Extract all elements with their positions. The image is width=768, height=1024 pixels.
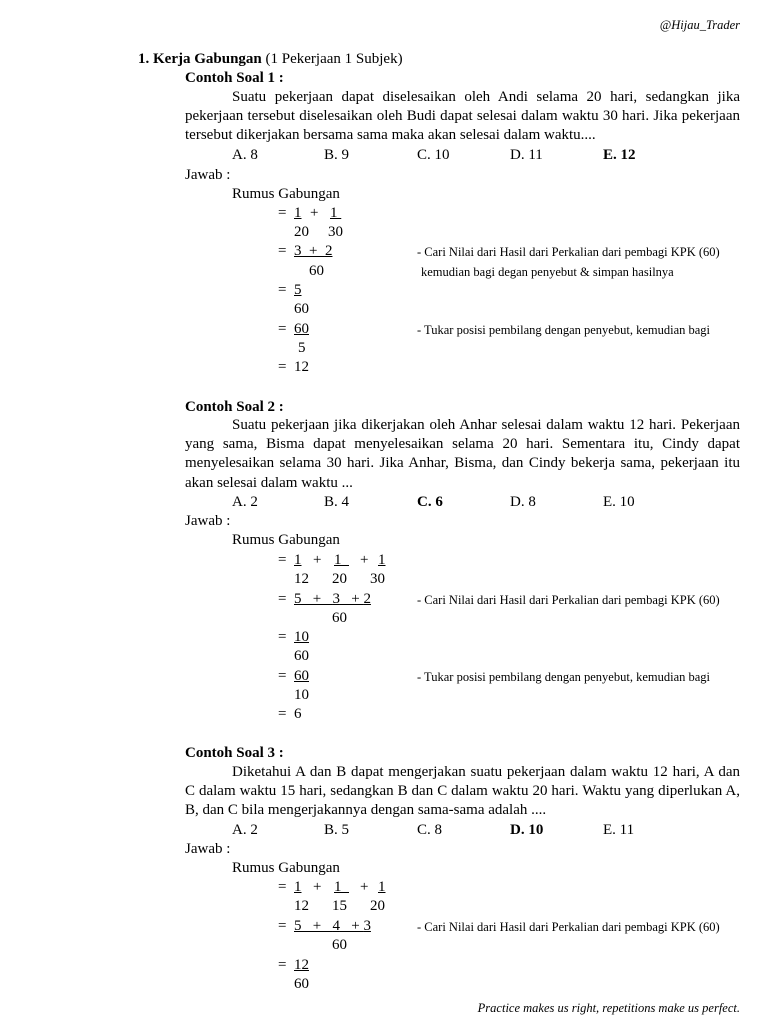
numerator: 1 xyxy=(294,205,302,221)
numerator: 1 xyxy=(294,552,302,568)
denominator: 60 xyxy=(332,937,347,953)
denominator: 10 xyxy=(294,687,309,703)
example-2-option-c-correct: C. 6 xyxy=(417,494,443,510)
example-1-option-d: D. 11 xyxy=(510,147,543,163)
example-1-formula-label: Rumus Gabungan xyxy=(232,186,340,202)
example-1-option-b: B. 9 xyxy=(324,147,350,163)
example-2-title: Contoh Soal 2 : xyxy=(185,399,284,415)
example-3-answer-label: Jawab : xyxy=(185,841,231,857)
numerator: 10 xyxy=(294,629,309,645)
eq-sign: = xyxy=(278,629,287,645)
example-1-answer-label: Jawab : xyxy=(185,167,231,183)
eq-sign: = xyxy=(278,918,287,934)
denominator: 30 xyxy=(370,571,385,587)
result-value: 6 xyxy=(294,706,302,722)
denominator: 20 xyxy=(332,571,347,587)
numerator: 1 xyxy=(378,879,386,895)
eq-sign: = xyxy=(278,282,287,298)
footer-motto: Practice makes us right, repetitions make us perfect. xyxy=(477,1001,740,1015)
denominator: 20 xyxy=(370,898,385,914)
section-heading xyxy=(138,50,403,69)
numerator: 1 xyxy=(334,879,342,895)
eq-sign: = xyxy=(278,552,287,568)
numerator: 5 xyxy=(294,282,302,298)
note-kpk: - Cari Nilai dari Hasil dari Perkalian dari pembagi KPK (60) xyxy=(417,245,720,259)
plus-sign: + xyxy=(310,205,319,221)
combined-numerator: 5 + 4 + 3 xyxy=(294,918,371,934)
example-3-option-b: B. 5 xyxy=(324,822,350,838)
result-value: 12 xyxy=(294,359,309,375)
eq-sign: = xyxy=(278,321,287,337)
numerator: 60 xyxy=(294,321,309,337)
eq-sign: = xyxy=(278,591,287,607)
combined-numerator: 3 + 2 xyxy=(294,243,333,259)
example-1-question: Suatu pekerjaan dapat diselesaikan oleh Andi selama 20 hari, sedangkan jika pekerjaan tersebut diselesaikan oleh Budi dapat selesai dalam waktu 30 hari. Jika pekerjaan tersebut dikerjakan bersama sama maka akan selesai dalam waktu.... xyxy=(185,89,740,144)
example-3-option-a: A. 2 xyxy=(232,822,258,838)
example-3-question: Diketahui A dan B dapat mengerjakan suatu pekerjaan dalam waktu 12 hari, A dan C dalam waktu 15 hari, sedangkan B dan C dalam waktu 20 hari. Waktu yang diperlukan A, B, dan C bila mengerjakannya dengan sama-sama adalah .... xyxy=(185,764,740,819)
note-kpk: - Cari Nilai dari Hasil dari Perkalian dari pembagi KPK (60) xyxy=(417,593,720,607)
denominator: 60 xyxy=(294,976,309,992)
denominator: 20 xyxy=(294,224,309,240)
plus-sign: + xyxy=(360,879,369,895)
denominator: 60 xyxy=(294,301,309,317)
example-2-formula-label: Rumus Gabungan xyxy=(232,532,340,548)
example-2-answer-label: Jawab : xyxy=(185,513,231,529)
eq-sign: = xyxy=(278,668,287,684)
denominator: 12 xyxy=(294,571,309,587)
example-2-option-b: B. 4 xyxy=(324,494,350,510)
plus-sign: + xyxy=(313,552,322,568)
numerator: 1 xyxy=(334,552,342,568)
note-kpk-continued: kemudian bagi degan penyebut & simpan hasilnya xyxy=(421,265,674,279)
denominator: 60 xyxy=(332,610,347,626)
numerator: 12 xyxy=(294,957,309,973)
example-2-option-a: A. 2 xyxy=(232,494,258,510)
example-3-option-e: E. 11 xyxy=(603,822,635,838)
denominator: 12 xyxy=(294,898,309,914)
example-2-option-e: E. 10 xyxy=(603,494,635,510)
note-swap: - Tukar posisi pembilang dengan penyebut, kemudian bagi xyxy=(417,670,711,684)
plus-sign: + xyxy=(360,552,369,568)
example-1-option-a: A. 8 xyxy=(232,147,258,163)
eq-sign: = xyxy=(278,957,287,973)
note-kpk: - Cari Nilai dari Hasil dari Perkalian dari pembagi KPK (60) xyxy=(417,920,720,934)
eq-sign: = xyxy=(278,879,287,895)
example-1-title: Contoh Soal 1 : xyxy=(185,70,284,86)
eq-sign: = xyxy=(278,706,287,722)
denominator: 60 xyxy=(294,648,309,664)
denominator: 30 xyxy=(328,224,343,240)
numerator: 60 xyxy=(294,668,309,684)
note-swap: - Tukar posisi pembilang dengan penyebut, kemudian bagi xyxy=(417,323,711,337)
section-title: Kerja Gabungan xyxy=(153,51,262,67)
example-2-question: Suatu pekerjaan jika dikerjakan oleh Anhar selesai dalam waktu 12 hari. Pekerjaan yang sama, Bisma dapat menyelesaikan selama 20 hari. Sementara itu, Cindy dapat menyelesaikan selama 30 hari. Jika Anhar, Bisma, dan Cindy bekerja sama, pekerjaan itu akan selesai dalam waktu ... xyxy=(185,417,740,491)
example-1-option-c: C. 10 xyxy=(417,147,450,163)
section-number: 1. xyxy=(138,51,150,67)
denominator: 5 xyxy=(298,340,306,356)
example-1-option-e-correct: E. 12 xyxy=(603,147,636,163)
example-3-formula-label: Rumus Gabungan xyxy=(232,860,340,876)
example-3-option-d-correct: D. 10 xyxy=(510,822,544,838)
section-subtitle: (1 Pekerjaan 1 Subjek) xyxy=(265,51,403,67)
plus-sign: + xyxy=(313,879,322,895)
numerator: 1 xyxy=(330,205,338,221)
denominator: 15 xyxy=(332,898,347,914)
eq-sign: = xyxy=(278,243,287,259)
eq-sign: = xyxy=(278,359,287,375)
numerator: 1 xyxy=(294,879,302,895)
numerator: 1 xyxy=(378,552,386,568)
example-3-option-c: C. 8 xyxy=(417,822,443,838)
combined-numerator: 5 + 3 + 2 xyxy=(294,591,371,607)
eq-sign: = xyxy=(278,205,287,221)
denominator: 60 xyxy=(309,263,324,279)
example-2-option-d: D. 8 xyxy=(510,494,536,510)
author-handle: @Hijau_Trader xyxy=(659,18,740,32)
example-3-title: Contoh Soal 3 : xyxy=(185,745,284,761)
